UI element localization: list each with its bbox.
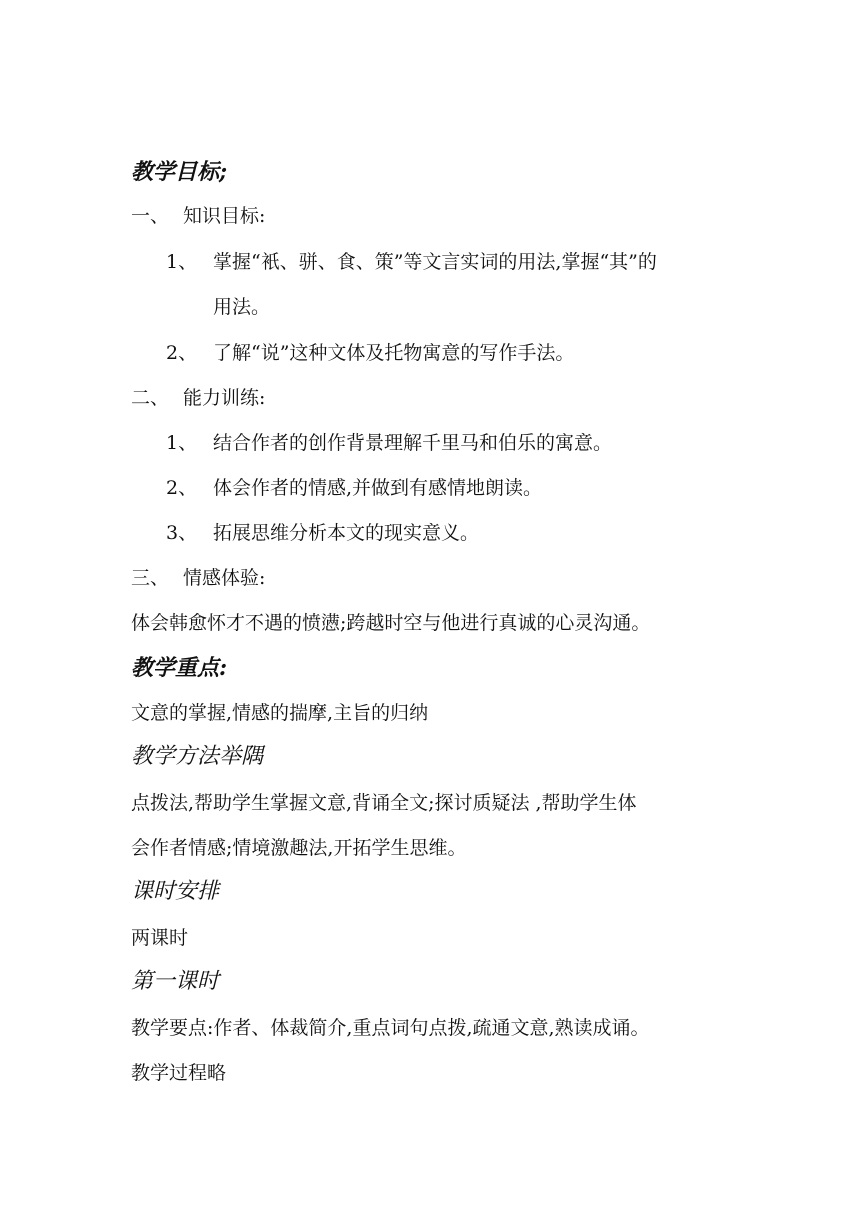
list-item — [166, 476, 543, 500]
paragraph-lesson-process: 教学过程略 — [131, 1062, 227, 1084]
heading-class-schedule: 课时安排 — [131, 879, 220, 904]
section-knowledge-objectives — [131, 204, 266, 228]
item-text: 结合作者的创作背景理解千里马和伯乐的寓意。 — [213, 432, 613, 454]
section-emotional-experience — [131, 566, 266, 590]
section-title: 能力训练: — [183, 387, 266, 409]
list-item — [166, 341, 575, 365]
item-text: 拓展思维分析本文的现实意义。 — [213, 522, 480, 544]
list-item — [166, 250, 657, 274]
heading-first-lesson: 第一课时 — [131, 969, 220, 994]
heading-key-points: 教学重点: — [131, 655, 228, 681]
item-number: 1、 — [166, 432, 198, 454]
list-item — [166, 431, 613, 455]
paragraph-lesson-points: 教学要点:作者、体裁简介,重点词句点拨,疏通文意,熟读成诵。 — [131, 1017, 650, 1039]
item-text: 体会作者的情感,并做到有感情地朗读。 — [213, 477, 543, 499]
paragraph-methods-line1: 点拨法,帮助学生掌握文意,背诵全文;探讨质疑法 ,帮助学生体 — [131, 792, 637, 814]
heading-teaching-methods: 教学方法举隅 — [131, 744, 264, 769]
section-title: 知识目标: — [183, 205, 266, 227]
paragraph-schedule: 两课时 — [131, 927, 189, 949]
section-marker: 一、 — [131, 205, 170, 227]
paragraph-key-points: 文意的掌握,情感的揣摩,主旨的归纳 — [131, 702, 429, 724]
section-ability-training — [131, 386, 266, 410]
item-number: 3、 — [166, 522, 198, 544]
list-item — [166, 521, 480, 545]
section-title: 情感体验: — [183, 567, 266, 589]
paragraph-emotional-experience: 体会韩愈怀才不遇的愤懑;跨越时空与他进行真诚的心灵沟通。 — [131, 612, 651, 634]
item-number: 1、 — [166, 251, 198, 273]
paragraph-methods-line2: 会作者情感;情境激趣法,开拓学生思维。 — [131, 837, 467, 859]
item-number: 2、 — [166, 342, 198, 364]
section-marker: 二、 — [131, 387, 170, 409]
list-item-continuation: 用法。 — [213, 296, 271, 318]
item-number: 2、 — [166, 477, 198, 499]
item-text: 掌握“衹、骈、食、策”等文言实词的用法,掌握“其”的 — [213, 251, 657, 273]
heading-teaching-objectives: 教学目标; — [131, 159, 228, 185]
item-text: 了解“说”这种文体及托物寓意的写作手法。 — [213, 342, 575, 364]
section-marker: 三、 — [131, 567, 170, 589]
